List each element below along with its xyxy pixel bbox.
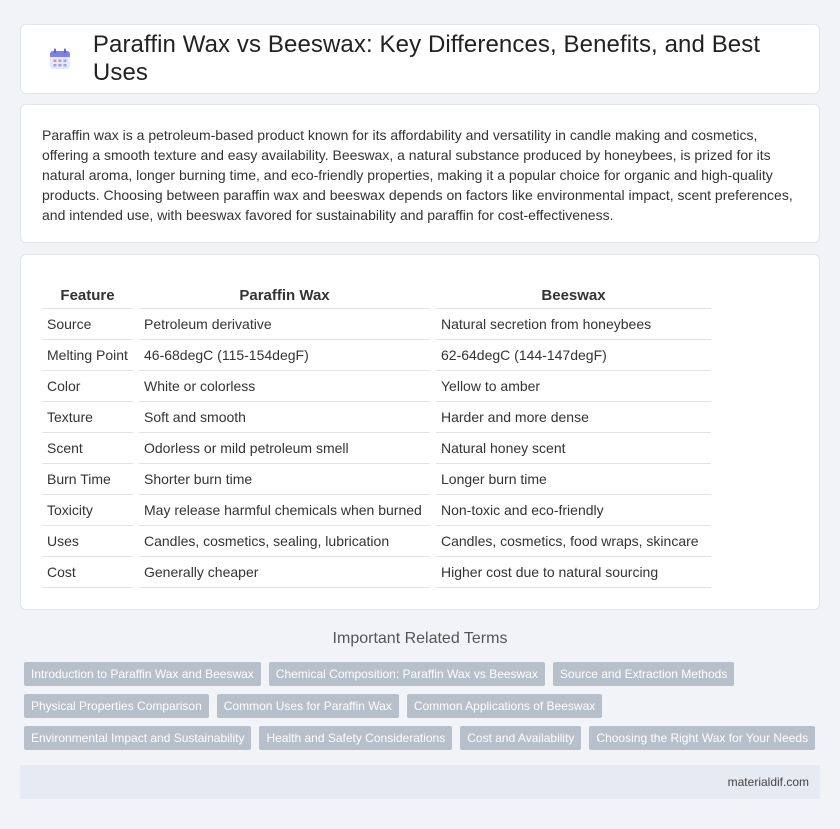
beeswax-cell: Natural secretion from honeybees — [436, 309, 711, 340]
beeswax-cell: Natural honey scent — [436, 433, 711, 464]
tag-row — [24, 694, 824, 718]
paraffin-cell: Soft and smooth — [139, 402, 430, 433]
related-term-tag[interactable]: Health and Safety Considerations — [259, 726, 452, 750]
paraffin-cell: Petroleum derivative — [139, 309, 430, 340]
related-term-tag[interactable]: Cost and Availability — [460, 726, 581, 750]
feature-cell: Burn Time — [42, 464, 133, 495]
beeswax-cell: Non-toxic and eco-friendly — [436, 495, 711, 526]
paraffin-cell: 46-68degC (115-154degF) — [139, 340, 430, 371]
related-terms-heading: Important Related Terms — [332, 630, 508, 647]
related-term-tag[interactable]: Choosing the Right Wax for Your Needs — [589, 726, 815, 750]
beeswax-cell: Yellow to amber — [436, 371, 711, 402]
related-terms-tags — [24, 662, 824, 758]
table-row — [42, 495, 711, 526]
related-term-tag[interactable]: Introduction to Paraffin Wax and Beeswax — [24, 662, 261, 686]
paraffin-cell: Generally cheaper — [139, 557, 430, 588]
tag-row — [24, 726, 824, 750]
calendar-icon — [48, 47, 72, 71]
feature-cell: Source — [42, 309, 133, 340]
column-header-paraffin: Paraffin Wax — [139, 282, 430, 309]
related-term-tag[interactable]: Chemical Composition: Paraffin Wax vs Beeswax — [269, 662, 545, 686]
feature-cell: Scent — [42, 433, 133, 464]
intro-card — [20, 104, 820, 243]
feature-cell: Uses — [42, 526, 133, 557]
table-row — [42, 526, 711, 557]
table-row — [42, 309, 711, 340]
paraffin-cell: May release harmful chemicals when burned — [139, 495, 430, 526]
column-header-beeswax: Beeswax — [436, 282, 711, 309]
table-row — [42, 371, 711, 402]
paraffin-cell: Shorter burn time — [139, 464, 430, 495]
paraffin-cell: Candles, cosmetics, sealing, lubrication — [139, 526, 430, 557]
beeswax-cell: Harder and more dense — [436, 402, 711, 433]
beeswax-cell: Candles, cosmetics, food wraps, skincare — [436, 526, 711, 557]
header-card — [20, 24, 820, 94]
feature-cell: Texture — [42, 402, 133, 433]
tag-row — [24, 662, 824, 686]
related-term-tag[interactable]: Environmental Impact and Sustainability — [24, 726, 251, 750]
footer — [20, 765, 820, 799]
paraffin-cell: Odorless or mild petroleum smell — [139, 433, 430, 464]
table-row — [42, 557, 711, 588]
intro-paragraph: Paraffin wax is a petroleum-based product known for its affordability and versatility in candle making and cosmetics, offering a smooth texture and easy availability. Beeswax, a natural substance produced by honeybees, is prized for its natural aroma, longer burning time, and eco-friendly properties, making it a popular choice for organic and high-quality products. Choosing between paraffin wax and beeswax depends on factors like environmental impact, scent preferences, and intended use, with beeswax favored for sustainability and paraffin for cost-effectiveness. — [42, 127, 793, 223]
feature-cell: Cost — [42, 557, 133, 588]
feature-cell: Toxicity — [42, 495, 133, 526]
beeswax-cell: Higher cost due to natural sourcing — [436, 557, 711, 588]
beeswax-cell: 62-64degC (144-147degF) — [436, 340, 711, 371]
table-row — [42, 402, 711, 433]
footer-site-link[interactable]: materialdif.com — [727, 775, 809, 789]
page-title: Paraffin Wax vs Beeswax: Key Differences, Benefits, and Best Uses — [92, 31, 761, 86]
table-row — [42, 340, 711, 371]
table-row — [42, 433, 711, 464]
comparison-table-card — [20, 254, 820, 610]
table-header-row — [42, 282, 711, 309]
paraffin-cell: White or colorless — [139, 371, 430, 402]
related-term-tag[interactable]: Physical Properties Comparison — [24, 694, 209, 718]
related-term-tag[interactable]: Common Applications of Beeswax — [407, 694, 602, 718]
table-row — [42, 464, 711, 495]
column-header-feature: Feature — [42, 282, 133, 309]
related-term-tag[interactable]: Common Uses for Paraffin Wax — [217, 694, 399, 718]
feature-cell: Melting Point — [42, 340, 133, 371]
feature-cell: Color — [42, 371, 133, 402]
beeswax-cell: Longer burn time — [436, 464, 711, 495]
comparison-table — [36, 282, 717, 588]
related-term-tag[interactable]: Source and Extraction Methods — [553, 662, 734, 686]
